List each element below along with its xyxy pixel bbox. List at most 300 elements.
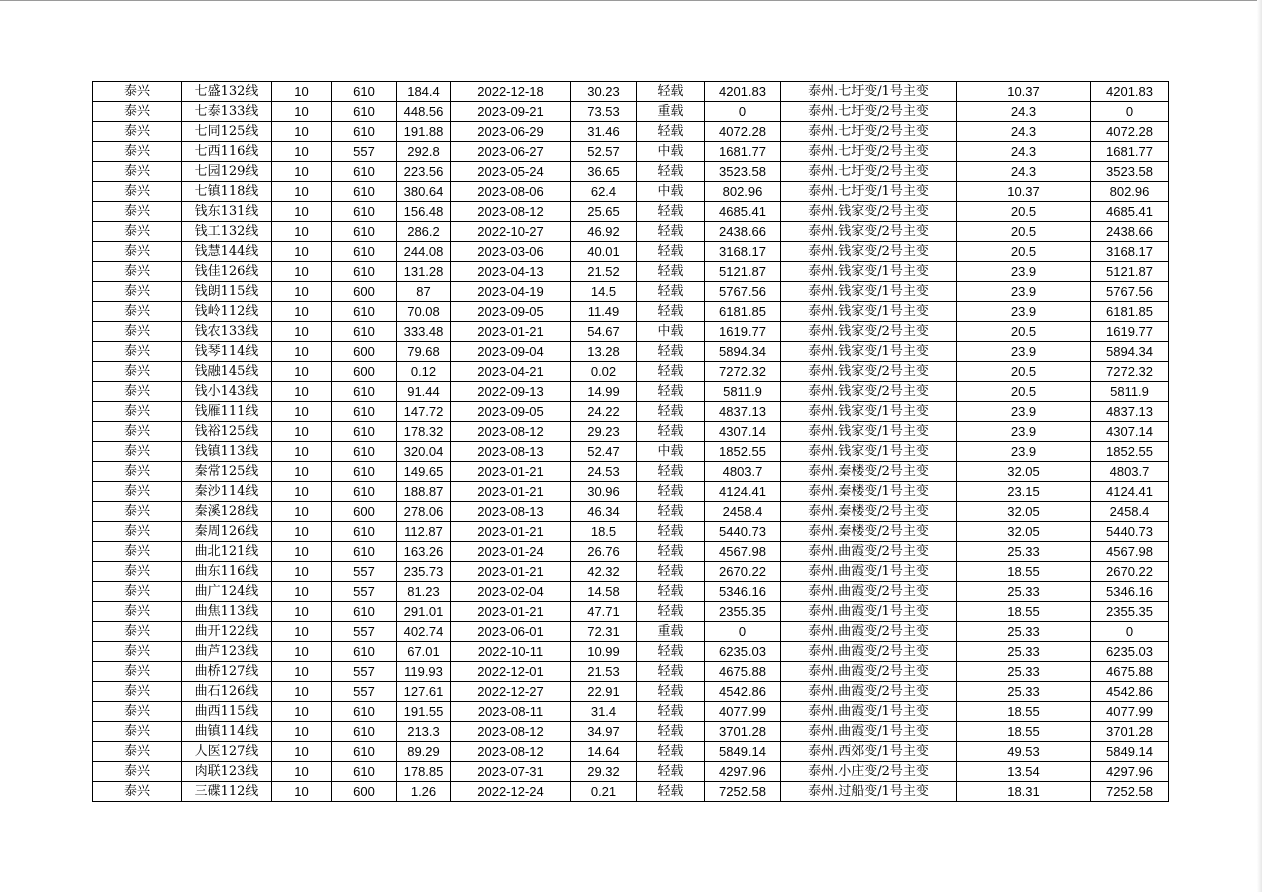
capacity-cell: 557 [332,622,397,642]
table-row [93,522,1169,542]
capacity-cell: 610 [332,422,397,442]
load-status-cell: 轻载 [637,502,705,522]
load-cell: 127.61 [397,682,451,702]
load-rate-cell: 54.67 [571,322,637,342]
table-row [93,142,1169,162]
transformer-cell: 泰州.钱家变/1号主变 [781,262,957,282]
capacity-cell: 610 [332,202,397,222]
transformer-cell: 泰州.小庄变/2号主变 [781,762,957,782]
line-name-cell: 曲石126线 [182,682,272,702]
transformer-load-cell: 32.05 [957,502,1091,522]
district-cell: 泰兴 [93,322,182,342]
line-name-cell: 钱东131线 [182,202,272,222]
line-name-cell: 七盛132线 [182,82,272,102]
load-rate-cell: 14.58 [571,582,637,602]
voltage-cell: 10 [272,622,332,642]
load-cell: 291.01 [397,602,451,622]
available-capacity-cell: 7252.58 [1091,782,1169,802]
margin-cell: 4072.28 [705,122,781,142]
load-status-cell: 轻载 [637,362,705,382]
line-name-cell: 钱裕125线 [182,422,272,442]
district-cell: 泰兴 [93,582,182,602]
table-row [93,342,1169,362]
margin-cell: 5440.73 [705,522,781,542]
load-cell: 320.04 [397,442,451,462]
margin-cell: 1852.55 [705,442,781,462]
load-status-cell: 轻载 [637,122,705,142]
district-cell: 泰兴 [93,502,182,522]
line-name-cell: 秦沙114线 [182,482,272,502]
date-cell: 2023-01-21 [451,322,571,342]
available-capacity-cell: 5440.73 [1091,522,1169,542]
district-cell: 泰兴 [93,482,182,502]
voltage-cell: 10 [272,702,332,722]
line-name-cell: 七西116线 [182,142,272,162]
load-cell: 149.65 [397,462,451,482]
district-cell: 泰兴 [93,562,182,582]
available-capacity-cell: 4542.86 [1091,682,1169,702]
load-status-cell: 轻载 [637,642,705,662]
load-status-cell: 轻载 [637,262,705,282]
date-cell: 2023-09-05 [451,402,571,422]
voltage-cell: 10 [272,342,332,362]
load-cell: 81.23 [397,582,451,602]
transformer-load-cell: 13.54 [957,762,1091,782]
table-row [93,702,1169,722]
transformer-cell: 泰州.钱家变/2号主变 [781,382,957,402]
transformer-load-cell: 18.55 [957,702,1091,722]
table-row [93,122,1169,142]
table-row [93,242,1169,262]
transformer-cell: 泰州.曲霞变/2号主变 [781,642,957,662]
table-row [93,382,1169,402]
capacity-cell: 557 [332,662,397,682]
date-cell: 2023-09-21 [451,102,571,122]
load-rate-cell: 42.32 [571,562,637,582]
available-capacity-cell: 7272.32 [1091,362,1169,382]
capacity-cell: 610 [332,82,397,102]
date-cell: 2023-09-05 [451,302,571,322]
transformer-load-cell: 20.5 [957,382,1091,402]
voltage-cell: 10 [272,722,332,742]
voltage-cell: 10 [272,382,332,402]
district-cell: 泰兴 [93,742,182,762]
date-cell: 2022-12-24 [451,782,571,802]
available-capacity-cell: 3523.58 [1091,162,1169,182]
transformer-load-cell: 49.53 [957,742,1091,762]
transformer-cell: 泰州.七圩变/2号主变 [781,162,957,182]
load-status-cell: 轻载 [637,722,705,742]
margin-cell: 4201.83 [705,82,781,102]
load-status-cell: 轻载 [637,662,705,682]
load-rate-cell: 0.02 [571,362,637,382]
load-status-cell: 轻载 [637,342,705,362]
date-cell: 2023-06-29 [451,122,571,142]
load-rate-cell: 52.47 [571,442,637,462]
district-cell: 泰兴 [93,242,182,262]
line-name-cell: 曲桥127线 [182,662,272,682]
load-cell: 380.64 [397,182,451,202]
load-rate-cell: 21.53 [571,662,637,682]
load-rate-cell: 29.23 [571,422,637,442]
transformer-cell: 泰州.钱家变/1号主变 [781,302,957,322]
load-status-cell: 轻载 [637,82,705,102]
transformer-cell: 泰州.钱家变/2号主变 [781,362,957,382]
district-cell: 泰兴 [93,762,182,782]
transformer-cell: 泰州.七圩变/2号主变 [781,122,957,142]
voltage-cell: 10 [272,642,332,662]
date-cell: 2023-03-06 [451,242,571,262]
transformer-load-cell: 18.55 [957,722,1091,742]
transformer-load-cell: 32.05 [957,462,1091,482]
table-row [93,402,1169,422]
available-capacity-cell: 5767.56 [1091,282,1169,302]
load-cell: 163.26 [397,542,451,562]
transformer-load-cell: 25.33 [957,642,1091,662]
transformer-load-cell: 18.55 [957,562,1091,582]
load-cell: 235.73 [397,562,451,582]
capacity-cell: 610 [332,482,397,502]
load-cell: 213.3 [397,722,451,742]
capacity-cell: 610 [332,302,397,322]
district-cell: 泰兴 [93,522,182,542]
transformer-load-cell: 32.05 [957,522,1091,542]
table-row [93,582,1169,602]
capacity-cell: 600 [332,502,397,522]
margin-cell: 1681.77 [705,142,781,162]
available-capacity-cell: 4297.96 [1091,762,1169,782]
voltage-cell: 10 [272,162,332,182]
line-name-cell: 秦溪128线 [182,502,272,522]
available-capacity-cell: 6181.85 [1091,302,1169,322]
available-capacity-cell: 5811.9 [1091,382,1169,402]
margin-cell: 5346.16 [705,582,781,602]
district-cell: 泰兴 [93,182,182,202]
transformer-load-cell: 20.5 [957,322,1091,342]
district-cell: 泰兴 [93,622,182,642]
load-rate-cell: 24.53 [571,462,637,482]
load-rate-cell: 0.21 [571,782,637,802]
transformer-cell: 泰州.曲霞变/2号主变 [781,682,957,702]
line-name-cell: 人医127线 [182,742,272,762]
margin-cell: 5849.14 [705,742,781,762]
date-cell: 2022-12-01 [451,662,571,682]
transformer-cell: 泰州.曲霞变/1号主变 [781,702,957,722]
district-cell: 泰兴 [93,262,182,282]
transformer-load-cell: 24.3 [957,102,1091,122]
voltage-cell: 10 [272,402,332,422]
date-cell: 2023-08-13 [451,442,571,462]
margin-cell: 4567.98 [705,542,781,562]
table-row [93,562,1169,582]
line-name-cell: 肉联123线 [182,762,272,782]
load-rate-cell: 40.01 [571,242,637,262]
load-cell: 223.56 [397,162,451,182]
transformer-cell: 泰州.曲霞变/1号主变 [781,602,957,622]
load-cell: 244.08 [397,242,451,262]
margin-cell: 4297.96 [705,762,781,782]
transformer-load-cell: 23.15 [957,482,1091,502]
transformer-cell: 泰州.七圩变/1号主变 [781,82,957,102]
transformer-load-cell: 20.5 [957,222,1091,242]
table-row [93,302,1169,322]
available-capacity-cell: 4201.83 [1091,82,1169,102]
margin-cell: 2670.22 [705,562,781,582]
district-cell: 泰兴 [93,682,182,702]
district-cell: 泰兴 [93,102,182,122]
load-rate-cell: 47.71 [571,602,637,622]
available-capacity-cell: 2458.4 [1091,502,1169,522]
available-capacity-cell: 4837.13 [1091,402,1169,422]
line-name-cell: 曲北121线 [182,542,272,562]
capacity-cell: 557 [332,562,397,582]
date-cell: 2023-05-24 [451,162,571,182]
date-cell: 2022-12-18 [451,82,571,102]
line-name-cell: 钱琴114线 [182,342,272,362]
table-row [93,422,1169,442]
available-capacity-cell: 4675.88 [1091,662,1169,682]
load-rate-cell: 18.5 [571,522,637,542]
transformer-cell: 泰州.曲霞变/2号主变 [781,622,957,642]
load-rate-cell: 14.5 [571,282,637,302]
voltage-cell: 10 [272,742,332,762]
voltage-cell: 10 [272,682,332,702]
line-name-cell: 钱融145线 [182,362,272,382]
load-cell: 178.32 [397,422,451,442]
load-status-cell: 轻载 [637,582,705,602]
district-cell: 泰兴 [93,542,182,562]
table-row [93,322,1169,342]
date-cell: 2023-04-19 [451,282,571,302]
line-name-cell: 钱岭112线 [182,302,272,322]
capacity-cell: 610 [332,242,397,262]
date-cell: 2023-04-13 [451,262,571,282]
load-status-cell: 轻载 [637,402,705,422]
line-name-cell: 钱农133线 [182,322,272,342]
load-cell: 91.44 [397,382,451,402]
load-status-cell: 轻载 [637,682,705,702]
load-cell: 119.93 [397,662,451,682]
table-row [93,162,1169,182]
date-cell: 2022-10-11 [451,642,571,662]
line-name-cell: 曲镇114线 [182,722,272,742]
load-status-cell: 轻载 [637,542,705,562]
date-cell: 2023-01-24 [451,542,571,562]
load-status-cell: 轻载 [637,742,705,762]
available-capacity-cell: 4077.99 [1091,702,1169,722]
load-rate-cell: 25.65 [571,202,637,222]
load-rate-cell: 46.92 [571,222,637,242]
transformer-load-cell: 25.33 [957,662,1091,682]
load-rate-cell: 10.99 [571,642,637,662]
load-rate-cell: 14.99 [571,382,637,402]
capacity-cell: 610 [332,262,397,282]
table-row [93,642,1169,662]
district-cell: 泰兴 [93,382,182,402]
load-status-cell: 中载 [637,322,705,342]
transformer-load-cell: 24.3 [957,162,1091,182]
load-rate-cell: 30.96 [571,482,637,502]
date-cell: 2023-08-12 [451,422,571,442]
table-row [93,442,1169,462]
line-name-cell: 七同125线 [182,122,272,142]
district-cell: 泰兴 [93,202,182,222]
date-cell: 2023-08-13 [451,502,571,522]
voltage-cell: 10 [272,142,332,162]
load-cell: 178.85 [397,762,451,782]
voltage-cell: 10 [272,562,332,582]
date-cell: 2023-08-11 [451,702,571,722]
table-row [93,722,1169,742]
margin-cell: 5811.9 [705,382,781,402]
load-rate-cell: 24.22 [571,402,637,422]
load-status-cell: 轻载 [637,422,705,442]
load-status-cell: 中载 [637,442,705,462]
voltage-cell: 10 [272,222,332,242]
available-capacity-cell: 0 [1091,102,1169,122]
transformer-cell: 泰州.钱家变/2号主变 [781,322,957,342]
load-rate-cell: 62.4 [571,182,637,202]
capacity-cell: 610 [332,462,397,482]
transformer-cell: 泰州.曲霞变/1号主变 [781,722,957,742]
capacity-cell: 610 [332,162,397,182]
voltage-cell: 10 [272,122,332,142]
district-cell: 泰兴 [93,722,182,742]
margin-cell: 1619.77 [705,322,781,342]
load-cell: 0.12 [397,362,451,382]
district-cell: 泰兴 [93,142,182,162]
load-status-cell: 轻载 [637,282,705,302]
capacity-cell: 610 [332,222,397,242]
load-cell: 292.8 [397,142,451,162]
load-status-cell: 中载 [637,142,705,162]
transformer-load-cell: 25.33 [957,542,1091,562]
transformer-load-cell: 25.33 [957,582,1091,602]
transformer-load-cell: 20.5 [957,242,1091,262]
transformer-cell: 泰州.曲霞变/2号主变 [781,582,957,602]
table-row [93,202,1169,222]
transformer-load-cell: 25.33 [957,682,1091,702]
margin-cell: 4077.99 [705,702,781,722]
available-capacity-cell: 5121.87 [1091,262,1169,282]
load-status-cell: 轻载 [637,562,705,582]
margin-cell: 3701.28 [705,722,781,742]
transformer-cell: 泰州.钱家变/1号主变 [781,282,957,302]
district-cell: 泰兴 [93,122,182,142]
voltage-cell: 10 [272,182,332,202]
date-cell: 2023-01-21 [451,522,571,542]
transformer-cell: 泰州.秦楼变/2号主变 [781,502,957,522]
table-row [93,182,1169,202]
district-cell: 泰兴 [93,642,182,662]
transformer-cell: 泰州.曲霞变/1号主变 [781,562,957,582]
district-cell: 泰兴 [93,662,182,682]
district-cell: 泰兴 [93,222,182,242]
load-cell: 402.74 [397,622,451,642]
margin-cell: 4124.41 [705,482,781,502]
district-cell: 泰兴 [93,402,182,422]
district-cell: 泰兴 [93,302,182,322]
margin-cell: 4803.7 [705,462,781,482]
load-cell: 448.56 [397,102,451,122]
line-name-cell: 曲西115线 [182,702,272,722]
load-status-cell: 轻载 [637,382,705,402]
voltage-cell: 10 [272,542,332,562]
data-table [92,81,1169,802]
load-rate-cell: 36.65 [571,162,637,182]
capacity-cell: 610 [332,642,397,662]
voltage-cell: 10 [272,662,332,682]
capacity-cell: 610 [332,382,397,402]
district-cell: 泰兴 [93,82,182,102]
load-cell: 131.28 [397,262,451,282]
capacity-cell: 610 [332,702,397,722]
transformer-cell: 泰州.钱家变/2号主变 [781,202,957,222]
table-row [93,102,1169,122]
available-capacity-cell: 2670.22 [1091,562,1169,582]
load-status-cell: 轻载 [637,482,705,502]
date-cell: 2023-08-06 [451,182,571,202]
table-body [93,82,1169,802]
date-cell: 2023-02-04 [451,582,571,602]
available-capacity-cell: 5346.16 [1091,582,1169,602]
table-row [93,782,1169,802]
available-capacity-cell: 1619.77 [1091,322,1169,342]
line-name-cell: 七园129线 [182,162,272,182]
margin-cell: 4685.41 [705,202,781,222]
table-row [93,82,1169,102]
margin-cell: 7272.32 [705,362,781,382]
margin-cell: 2458.4 [705,502,781,522]
transformer-cell: 泰州.七圩变/2号主变 [781,102,957,122]
capacity-cell: 610 [332,522,397,542]
date-cell: 2022-12-27 [451,682,571,702]
table-row [93,602,1169,622]
transformer-cell: 泰州.秦楼变/2号主变 [781,462,957,482]
line-name-cell: 钱工132线 [182,222,272,242]
voltage-cell: 10 [272,282,332,302]
line-name-cell: 钱小143线 [182,382,272,402]
date-cell: 2023-01-21 [451,482,571,502]
load-cell: 191.88 [397,122,451,142]
load-rate-cell: 72.31 [571,622,637,642]
capacity-cell: 610 [332,602,397,622]
line-name-cell: 七镇118线 [182,182,272,202]
transformer-cell: 泰州.七圩变/2号主变 [781,142,957,162]
load-rate-cell: 31.4 [571,702,637,722]
available-capacity-cell: 3701.28 [1091,722,1169,742]
load-rate-cell: 26.76 [571,542,637,562]
transformer-cell: 泰州.钱家变/1号主变 [781,342,957,362]
table-row [93,742,1169,762]
available-capacity-cell: 4803.7 [1091,462,1169,482]
load-cell: 333.48 [397,322,451,342]
table-row [93,282,1169,302]
voltage-cell: 10 [272,102,332,122]
date-cell: 2023-01-21 [451,602,571,622]
capacity-cell: 610 [332,762,397,782]
district-cell: 泰兴 [93,462,182,482]
table-row [93,502,1169,522]
available-capacity-cell: 0 [1091,622,1169,642]
transformer-cell: 泰州.曲霞变/2号主变 [781,662,957,682]
margin-cell: 0 [705,622,781,642]
available-capacity-cell: 4124.41 [1091,482,1169,502]
load-rate-cell: 52.57 [571,142,637,162]
margin-cell: 5894.34 [705,342,781,362]
load-status-cell: 轻载 [637,162,705,182]
transformer-load-cell: 18.55 [957,602,1091,622]
